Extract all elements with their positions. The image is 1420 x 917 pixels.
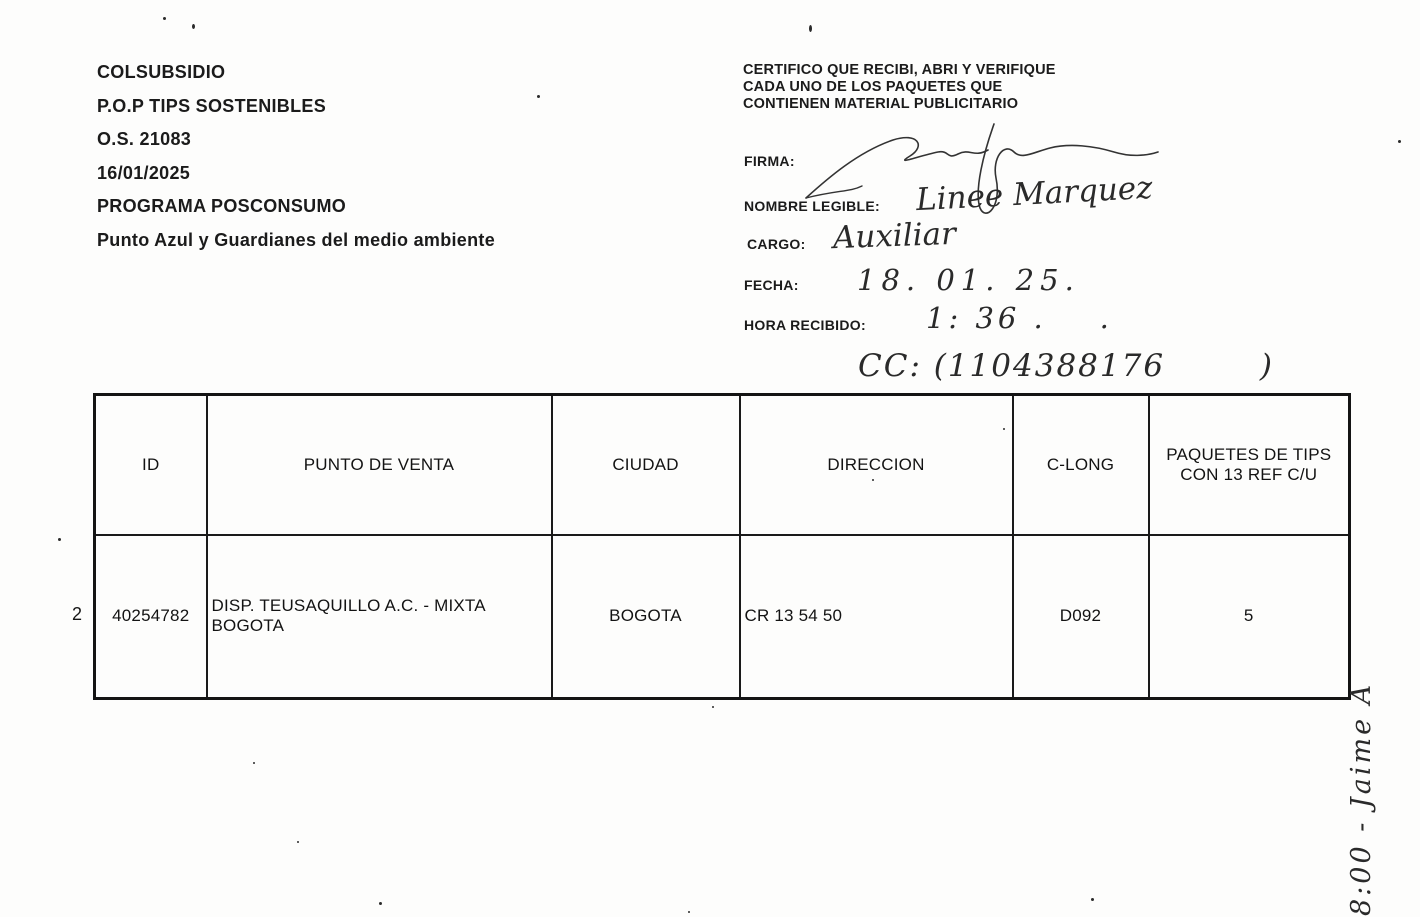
scan-speck <box>379 902 382 905</box>
scan-speck <box>58 538 61 541</box>
cell-clong: D092 <box>1013 535 1149 699</box>
scan-speck <box>872 479 874 481</box>
certification-statement <box>743 62 1173 113</box>
scan-speck <box>712 706 714 708</box>
col-header-paquetes: PAQUETES DE TIPS CON 13 REF C/U <box>1149 395 1350 535</box>
scan-speck <box>163 17 166 20</box>
cc-handwriting: CC: (1104388176 ) <box>858 348 1274 384</box>
nombre-legible-label: NOMBRE LEGIBLE: <box>744 198 880 214</box>
order-date: 16/01/2025 <box>97 162 191 183</box>
cell-punto: DISP. TEUSAQUILLO A.C. - MIXTA BOGOTA <box>207 535 552 699</box>
table-row <box>95 535 1350 699</box>
col-header-ciudad: CIUDAD <box>552 395 740 535</box>
scan-speck <box>297 841 299 843</box>
program-name: PROGRAMA POSCONSUMO <box>97 196 347 216</box>
vertical-margin-note: 8:00 - Jaime A <box>1346 681 1377 916</box>
fecha-handwriting: 18. 01. 25. <box>857 263 1080 297</box>
statement-line: CERTIFICO QUE RECIBI, ABRI Y VERIFIQUE <box>743 62 1056 78</box>
delivery-table <box>93 393 1351 700</box>
scan-speck <box>1398 140 1401 143</box>
cell-id: 40254782 <box>95 535 207 699</box>
table-header-row <box>95 395 1350 535</box>
cell-paquetes: 5 <box>1149 535 1350 699</box>
statement-line: CONTIENEN MATERIAL PUBLICITARIO <box>743 96 1019 112</box>
firma-label: FIRMA: <box>744 153 795 169</box>
col-header-direccion: DIRECCION <box>740 395 1013 535</box>
scan-speck <box>537 95 540 98</box>
col-header-punto: PUNTO DE VENTA <box>207 395 552 535</box>
cell-ciudad: BOGOTA <box>552 535 740 699</box>
cargo-handwriting: Auxiliar <box>832 215 957 257</box>
statement-line: CADA UNO DE LOS PAQUETES QUE <box>743 79 1003 95</box>
scan-speck <box>192 24 195 29</box>
col-header-id: ID <box>95 395 207 535</box>
cell-direccion: CR 13 54 50 <box>740 535 1013 699</box>
scan-speck <box>253 762 255 764</box>
row-number-margin: 2 <box>72 604 83 624</box>
scan-speck <box>1003 428 1005 430</box>
scan-speck <box>688 911 690 913</box>
program-subtitle: Punto Azul y Guardianes del medio ambiente <box>97 229 495 250</box>
company-name: COLSUBSIDIO <box>97 62 226 82</box>
document-header <box>97 56 495 257</box>
order-number: O.S. 21083 <box>97 129 192 149</box>
scan-speck <box>809 25 812 32</box>
hora-handwriting: 1: 36 . . <box>926 301 1113 335</box>
campaign-name: P.O.P TIPS SOSTENIBLES <box>97 95 326 116</box>
nombre-legible-handwriting: Linee Marquez <box>915 169 1154 219</box>
scan-speck <box>1091 898 1094 901</box>
fecha-label: FECHA: <box>744 277 799 293</box>
hora-recibido-label: HORA RECIBIDO: <box>744 317 866 333</box>
cargo-label: CARGO: <box>747 236 806 252</box>
col-header-clong: C-LONG <box>1013 395 1149 535</box>
